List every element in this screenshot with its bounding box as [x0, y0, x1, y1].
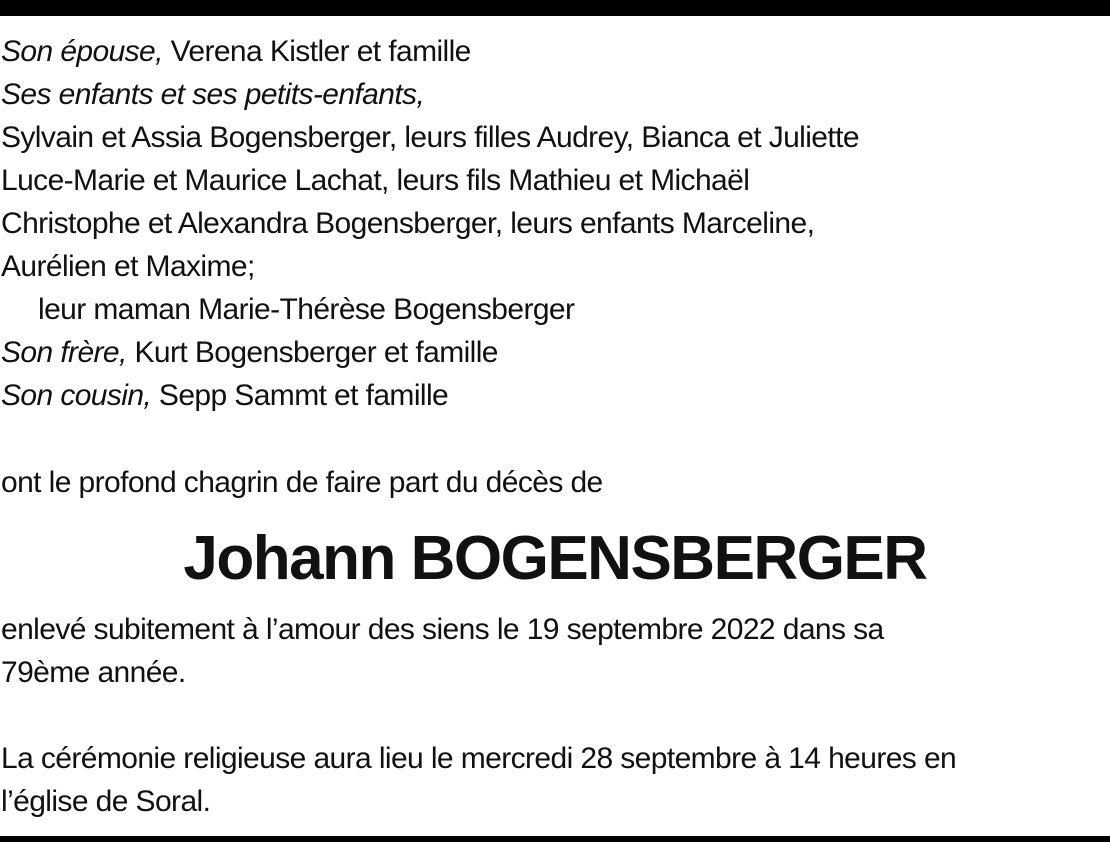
announcement-line-1: enlevé subitement à l’amour des siens le 19 septembre 2022 dans sa [1, 613, 884, 646]
top-border-rule [0, 0, 1110, 16]
family-line-spouse [1, 30, 1109, 73]
cousin-names: Sepp Sammt et famille [151, 379, 449, 412]
family-line-child-3: Christophe et Alexandra Bogensberger, leurs enfants Marceline, [1, 207, 815, 240]
bottom-border-rule [0, 836, 1110, 842]
brother-names: Kurt Bogensberger et famille [126, 336, 498, 369]
spouse-names: Verena Kistler et famille [162, 35, 471, 68]
ceremony-line-2: l’église de Soral. [1, 785, 211, 818]
family-line-cousin [1, 374, 1109, 417]
relation-label-brother: Son frère, [1, 336, 127, 369]
family-list [1, 30, 1109, 417]
family-line-child-3-cont: Aurélien et Maxime; [1, 250, 255, 283]
relation-label-children: Ses enfants et ses petits-enfants, [1, 78, 425, 111]
relation-label-spouse: Son épouse, [1, 35, 163, 68]
family-line-mother: leur maman Marie-Thérèse Bogensberger [38, 293, 575, 326]
family-line-child-2: Luce-Marie et Maurice Lachat, leurs fils Mathieu et Michaël [1, 164, 750, 197]
family-line-brother [1, 331, 1109, 374]
intro-sentence: ont le profond chagrin de faire part du décès de [1, 466, 603, 499]
announcement-line-2: 79ème année. [1, 656, 186, 689]
family-line-child-1: Sylvain et Assia Bogensberger, leurs filles Audrey, Bianca et Juliette [1, 121, 859, 154]
family-line-children-heading [1, 73, 1109, 116]
ceremony-paragraph [1, 737, 1109, 823]
ceremony-line-1: La cérémonie religieuse aura lieu le mercredi 28 septembre à 14 heures en [1, 742, 957, 775]
announcement-paragraph [1, 608, 1109, 694]
deceased-name-heading: Johann BOGENSBERGER [183, 524, 927, 593]
relation-label-cousin: Son cousin, [1, 379, 152, 412]
